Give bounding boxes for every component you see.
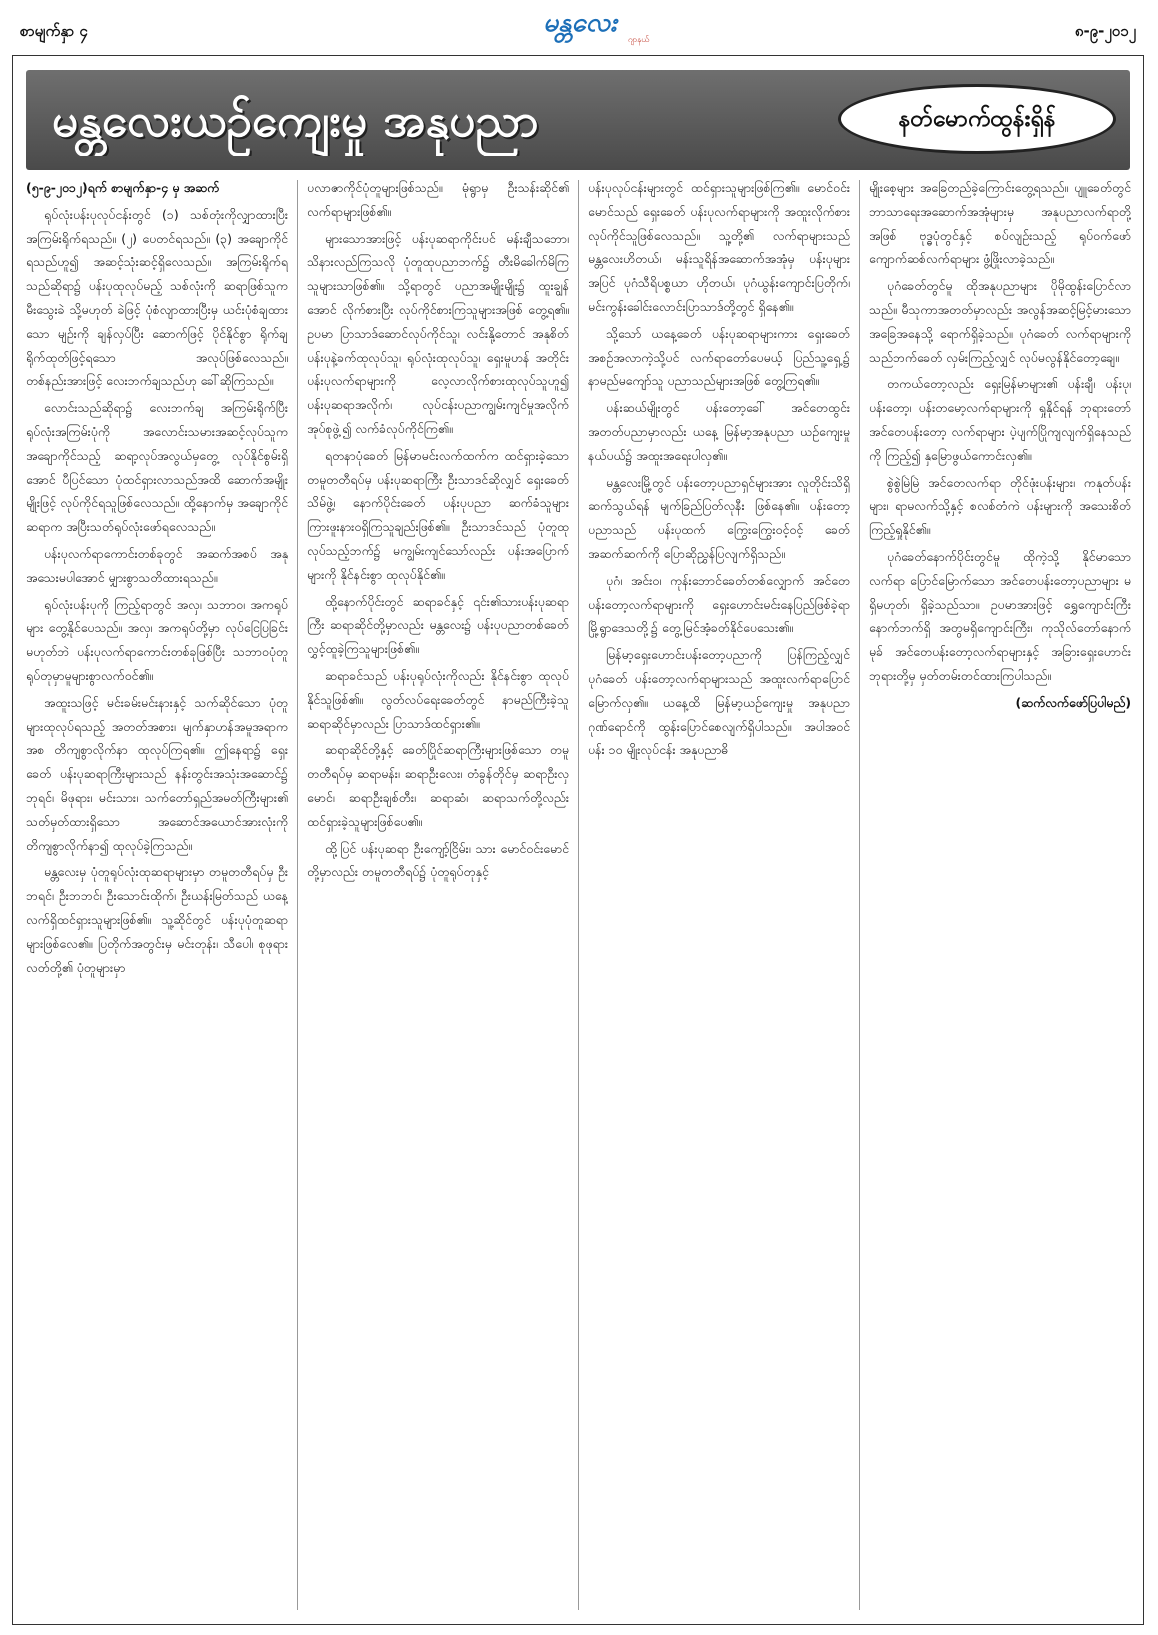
column-divider	[859, 180, 860, 1610]
paragraph: ထို့ပြင် ပန်းပုဆရာ ဦးကျော့်ငြိမ်း၊ သား မောင်ဝင်းမောင်တို့မှာလည်း တမူတတီရပ်၌ ပုံတူရုပ်တုနှင့်	[307, 840, 569, 880]
paragraph: ဆရာဆိုင်တို့နှင့် ခေတ်ပြိုင်ဆရာကြီးများဖြစ်သော တမူတတီရပ်မှ ဆရာမန်း၊ ဆရာဦးလေး၊ တံခွန်တိုင်မှ ဆရာဦးလှမောင်၊ ဆရာဦးချစ်တီး၊ ဆရာဆံ၊ ဆရာသက်တို့လည်း ထင်ရှားခဲ့သူများဖြစ်ပေ၏။	[307, 742, 569, 829]
article-body	[26, 176, 1132, 1616]
paragraph: ထို့နောက်ပိုင်းတွင် ဆရာခင်နှင့် ၎င်း၏သားပန်းပုဆရာကြီး ဆရာဆိုင်တို့မှာလည်း မန္တလေး၌ ပန်းပုပညာတစ်ခေတ် လွှင့်ထူခဲ့ကြသူများဖြစ်၏။	[307, 593, 569, 657]
column-divider	[297, 180, 298, 1610]
logo-text: မန္တလေး	[543, 8, 617, 38]
page-number: စာမျက်နှာ ၄	[20, 22, 88, 40]
paragraph: ရုပ်လုံးပန်းပုကို ကြည့်ရာတွင် အလှ၊ သဘာဝ၊ အကရုပ်များ တွေ့နိုင်ပေသည်။ အလှ၊ အကရုပ်တို့မှာ လုပ်ငြေပြခြင်း မဟုတ်ဘဲ ပန်းပုလက်ရာကောင်းတစ်ခုဖြစ်ပြီး သဘာဝပုံတူ ရုပ်တုမှာမူများစွာလက်ဝင်၏။	[26, 596, 288, 683]
paragraph: သို့သော် ယနေ့ခေတ် ပန်းပုဆရာများကား ရှေးခေတ်အစဉ်အလာကဲ့သို့ပင် လက်ရာတော်ပေမယ့် ပြည်သူ့ရှေ့၌ နာမည်မကျော်သူ ပညာသည်များအဖြစ် တွေ့ကြရ၏။	[588, 325, 850, 389]
paragraph: မန္တလေးမှ ပုံတူရုပ်လုံးထုဆရာများမှာ တမူတတီရပ်မှ ဦးဘရင်၊ ဦးဘဘင်၊ ဦးသောင်းထိုက်၊ ဦးယန်းမြတ်သည် ယနေ့ လက်ရှိထင်ရှားသူများဖြစ်၏။ သူ့ဆိုင်တွင် ပန်းပုပုံတူဆရာများဖြစ်လေ၏။ ပြတိုက်အတွင်းမှ မင်းတုန်း၊ သီပေါ၊ စုဖုရားလတ်တို့၏ ပုံတူများမှာ	[26, 864, 288, 975]
paragraph: တကယ်တော့လည်း ရှေးမြန်မာများ၏ ပန်းချီ၊ ပန်းပု၊ ပန်းတော့၊ ပန်းတမော့လက်ရာများကို ရှုနိုင်ရန် ဘုရားတော် အင်တေပန်းတော့ လက်ရာများ ပဲ့ပျက်ပြိုကျလျက်ရှိနေသည်ကို ကြည့်၍ နှမြောဖွယ်ကောင်းလှ၏။	[869, 376, 1131, 463]
issue-date: ၈-၉-၂၀၁၂	[1074, 22, 1136, 40]
masthead-logo	[505, 6, 655, 48]
paragraph: ပန်းဆယ်မျိုးတွင် ပန်းတော့ခေါ် အင်တေထွင်းအတတ်ပညာမှာလည်း ယနေ့ မြန်မာ့အနုပညာ ယဉ်ကျေးမှုနယ်ပယ်၌ အထူးအရေးပါလှ၏။	[588, 400, 850, 463]
paragraph: ပလာဇာကိုင်ပုံတူများဖြစ်သည်။ မုံရွာမှ ဦးသန်းဆိုင်၏ လက်ရာများဖြစ်၏။	[307, 180, 569, 219]
paragraph: လောင်းသည်ဆိုရာ၌ လေးဘက်ချ အကြမ်းရိုက်ပြီး ရုပ်လုံးအကြမ်းပုံကို အလောင်းသမားအဆင့်လုပ်သူက အချောကိုင်သည့် ဆရာ့လုပ်အလွယ်မှတွေ့ လုပ်နိုင်စွမ်းရှိအောင် ပီပြင်သော ပုံထင်ရှားလာသည်အထိ ဆောက်အမျိုးမျိုးဖြင့် လုပ်ကိုင်ရသူဖြစ်လေသည်။ ထို့နောက်မှ အချောကိုင်ဆရာက အပြီးသတ်ရုပ်လုံးဖော်ရလေသည်။	[26, 400, 288, 535]
author-byline: နတ်မောက်ထွန်းရှိန်	[838, 84, 1116, 154]
page-header	[0, 0, 1158, 58]
paragraph: ပန်းပုလက်ရာကောင်းတစ်ခုတွင် အဆက်အစပ် အနုအသေးမပါအောင် မျှားစွာသတိထားရသည်။	[26, 545, 288, 585]
paragraph: ပုဂံခေတ်နောက်ပိုင်းတွင်မူ ထိုကဲ့သို့ နိုင်မာသော လက်ရာ ပြောင်မြောက်သော အင်တေပန်းတော့ပညာများ မရှိမဟုတ်၊ ရှိခဲ့သည်သာ။ ဥပမာအားဖြင့် ရွှေကျောင်းကြီးနောက်ဘက်ရှိ အတွမရှိကျောင်းကြီး၊ ကုသိုလ်တော်နောက်မုခ် အင်တေပန်းတော့လက်ရာများနှင့် အခြားရှေးဟောင်းဘုရားတို့မှ မှတ်တမ်းတင်ထားကြပါသည်။	[869, 548, 1131, 683]
paragraph: ရတနာပုံခေတ် မြန်မာမင်းလက်ထက်က ထင်ရှားခဲ့သော တမူတတီရပ်မှ ပန်းပုဆရာကြီး ဦးသာဒင်ဆိုလျှင် ရှေးခေတ် သိမ်ဖွဲ့၊ နောက်ပိုင်းခေတ် ပန်းပုပညာ ဆက်ခံသူများ ကြားဖူးနားဝရှိကြသူချည်းဖြစ်၏။ ဦးသာဒင်သည် ပုံတူထုလုပ်သည့်ဘက်၌ မကျွမ်းကျင်သော်လည်း ပန်းအပြောက်များကို နိုင်နင်းစွာ ထုလုပ်နိုင်၏။	[307, 447, 569, 582]
paragraph: များသောအားဖြင့် ပန်းပုဆရာကိုင်းပင် မန်းချီသဘော၊ သိနားလည်ကြသလို ပုံတူထုပညာဘက်၌ တီးမိခေါက်မိကြသူများသာဖြစ်၏။ သို့ရာတွင် ပညာအမျိုးမျိုး၌ ထူးချွန်အောင် လိုက်စားပြီး လုပ်ကိုင်စားကြသူများအဖြစ် တွေ့ရ၏။ ဥပမာ ပြာသာဒ်ဆောင်လုပ်ကိုင်သူ၊ လင်းနို့တောင် အနုစိတ် ပန်းပုနဲ့ခက်ထုလုပ်သူ၊ ရုပ်လုံးထုလုပ်သူ၊ ရှေးမူဟန် အတိုင်း ပန်းပုလက်ရာများကို လေ့လာလိုက်စားထုလုပ်သူဟူ၍ ပန်းပုဆရာအလိုက်၊ လုပ်ငန်းပညာကျွမ်းကျင်မှုအလိုက် အုပ်စုဖွဲ့၍ လက်ခံလုပ်ကိုင်ကြ၏။	[307, 230, 569, 436]
paragraph: မြန်မာ့ရှေးဟောင်းပန်းတော့ပညာကို ပြန်ကြည့်လျှင် ပုဂံခေတ် ပန်းတော့လက်ရာများသည် အထူးလက်ရာပြောင်မြောက်လှ၏။ ယနေ့ထိ မြန်မာ့ယဉ်ကျေးမှု အနုပညာဂုဏ်ရောင်ကို ထွန်းပြောင်စေလျက်ရှိပါသည်။ အပါအဝင် ပန်း ၁၀ မျိုးလုပ်ငန်း အနုပညာဓိ	[588, 647, 850, 758]
article-title: မန္တလေးယဉ်ကျေးမှု အနုပညာ	[52, 93, 539, 147]
article-banner	[26, 70, 1130, 170]
paragraph: မန္တလေးမြို့တွင် ပန်းတော့ပညာရှင်များအား လူတိုင်းသိရှိဆက်သွယ်ရန် မျက်ခြည်ပြတ်လုနီး ဖြစ်နေ၏။ ပန်းတော့ပညာသည် ပန်းပုထက် ကြွေးကြွေးဝင့်ဝင့် ခေတ်အဆက်ဆက်ကို ပြောဆိုညွှန်ပြလျက်ရှိသည်။	[588, 474, 850, 561]
paragraph: ပန်းပုလုပ်ငန်းများတွင် ထင်ရှားသူများဖြစ်ကြ၏။ မောင်ဝင်းမောင်သည် ရှေးခေတ် ပန်းပုလက်ရာများကို အထူးလိုက်စားလုပ်ကိုင်သူဖြစ်လေသည်။ သူ့တို့၏ လက်ရာများသည် မန္တလေးဟိတယ်၊ မန်းသူရိန်အဆောက်အအုံမှ ပန်းပုများအပြင် ပုဂံသီရိပစ္စယာ ဟိုတယ်၊ ပုဂံယွန်းကျောင်းပြတိုက်၊ မင်းကွန်းခေါင်းလောင်းပြာသာဒ်တို့တွင် ရှိနေ၏။	[588, 180, 850, 314]
paragraph: စွဲစွဲမြဲမြဲ အင်တေလက်ရာ တိုင်ဖုံးပန်းများ၊ ကနုတ်ပန်းများ၊ ရာမလက်သို့နှင့် စလစ်တံကဲ ပန်းများကို အသေးစိတ်ကြည့်ရှုနိုင်၏။	[869, 474, 1131, 538]
column-1	[26, 176, 288, 1616]
paragraph: ဆရာခင်သည် ပန်းပုရုပ်လုံးကိုလည်း နိုင်နင်းစွာ ထုလုပ်နိုင်သူဖြစ်၏။ လွတ်လပ်ရေးခေတ်တွင် နာမည်ကြီးခဲ့သူ ဆရာဆိုင်မှာလည်း ပြာသာဒ်ထင်ရှား၏။	[307, 667, 569, 731]
continued-from-note: (၅-၉-၂၀၁၂)ရက် စာမျက်နှာ-၄ မှ အဆက်	[26, 180, 220, 195]
column-divider	[578, 180, 579, 1610]
column-3	[588, 176, 850, 1616]
paragraph: အထူးသဖြင့် မင်းခမ်းမင်းနားနှင့် သက်ဆိုင်သော ပုံတူများထုလုပ်ရသည့် အတတ်အစား၊ မျက်နှာဟန်အမူအရာကအစ တိကျစွာလိုက်နာ ထုလုပ်ကြရ၏။ ဤနေရာ၌ ရှေးခေတ် ပန်းပုဆရာကြီးများသည် နန်းတွင်းအသုံးအဆောင်၌ ဘုရင်၊ မိဖုရား၊ မင်းသား၊ သက်တော်ရှည်အမတ်ကြီးများ၏ သတ်မှတ်ထားရှိသော အဆောင်အယောင်အားလုံးကို တိကျစွာလိုက်နာ၍ ထုလုပ်ခဲ့ကြသည်။	[26, 694, 288, 853]
column-4	[869, 176, 1131, 1616]
paragraph: ရုပ်လုံးပန်းပုလုပ်ငန်းတွင် (၁) သစ်တုံးကိုလျှာထားပြီး အကြမ်းရိုက်ရသည်။ (၂) ပေတင်ရသည်။ (၃) အချောကိုင်ရသည်ဟူ၍ အဆင့်သုံးဆင့်ရှိလေသည်။ အကြမ်းရိုက်ရသည်ဆိုရာ၌ ပန်းပုထုလုပ်မည့် သစ်လုံးကို ဆရာဖြစ်သူက မီးသွေးခဲ သို့မဟုတ် ခဲဖြင့် ပုံစံလျာထားပြီးမှ ယင်းပုံစံချထားသော မျဉ်းကို ချန်လှပ်ပြီး ဆောက်ဖြင့် ပိုင်နိုင်စွာ ရိုက်ချ ရိုက်ထုတ်ဖြင့်ရသော အလုပ်ဖြစ်လေသည်။ တစ်နည်းအားဖြင့် လေးဘက်ချသည်ဟု ခေါ်ဆိုကြသည်။	[26, 206, 288, 389]
paragraph: ပုဂံ၊ အင်းဝ၊ ကုန်းဘောင်ခေတ်တစ်လျှောက် အင်တေပန်းတော့လက်ရာများကို ရှေးဟောင်းမင်းနေပြည်ဖြစ်ခဲ့ရာ မြို့ရွာဒေသတို့၌ တွေ့မြင်အံ့ခတ်နိုင်ပေသေး၏။	[588, 572, 850, 636]
paragraph: ပုဂံခေတ်တွင်မူ ထိုအနုပညာများ ပိုမိုထွန်းပြောင်လာသည်။ မီသုကာအတတ်မှာလည်း အလွန်အဆင့်မြင့်မားသော အခြေအနေသို့ ရောက်ရှိခဲ့သည်။ ပုဂံခေတ် လက်ရာများကို သည်ဘက်ခေတ် လှမ်းကြည့်လျှင် လုပ်မလွန်နိုင်တော့ချေ။	[869, 278, 1131, 365]
logo-subtext: ဂျာနယ်	[627, 35, 649, 44]
continues-note: (ဆက်လက်ဖော်ပြပါမည်)	[1015, 694, 1131, 710]
paragraph: မျိုးစေ့များ အခြေတည်ခဲ့ကြောင်းတွေ့ရသည်။ ပျူခေတ်တွင် ဘာသာရေးအဆောက်အအုံများမှ အနုပညာလက်ရာတို့အဖြစ် ဗုဒ္ဓပုံတွင်နှင့် စပ်လျဉ်းသည့် ရုပ်ဝက်ဖော် ကျောက်ဆစ်လက်ရာများ ဖွံ့ဖြိုးလာခဲ့သည်။	[869, 180, 1131, 267]
column-2	[307, 176, 569, 1616]
